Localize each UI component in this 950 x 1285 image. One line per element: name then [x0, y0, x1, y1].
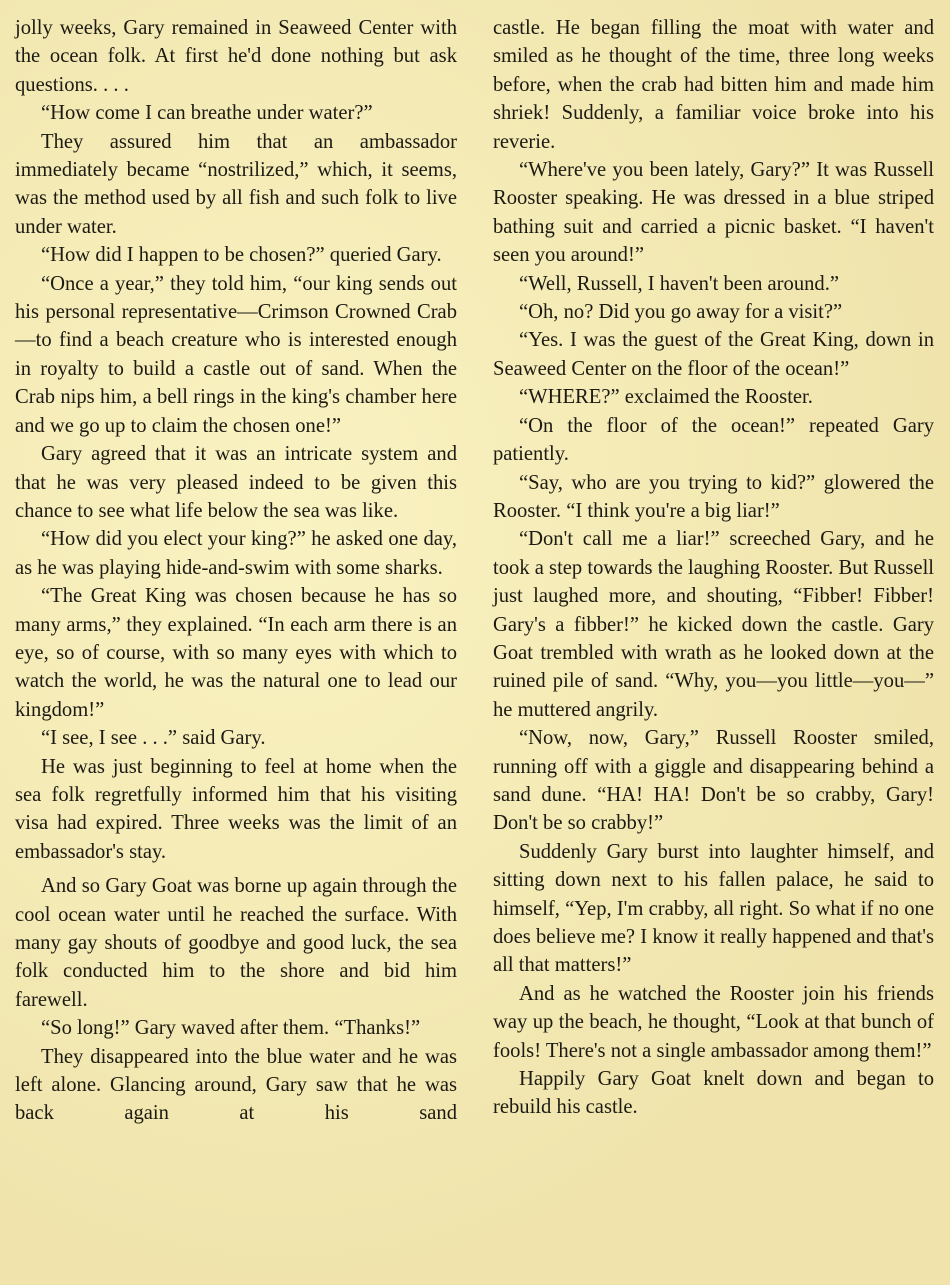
paragraph: “Where've you been lately, Gary?” It was Russell Rooster speaking. He was dressed in a blue striped bathing suit and carried a picnic basket. “I haven't seen you around!” — [493, 159, 934, 267]
paragraph: “How did you elect your king?” he asked one day, as he was playing hide-and-swim with some sharks. — [15, 528, 457, 579]
paragraph: “So long!” Gary waved after them. “Thanks!” — [41, 1017, 421, 1040]
paragraph: “I see, I see . . .” said Gary. — [41, 727, 266, 750]
paragraph: And as he watched the Rooster join his friends way up the beach, he thought, “Look at that bunch of fools! There's not a single ambassador among them!” — [493, 982, 934, 1062]
paragraph: They disappeared into the blue water and he was left alone. Glancing around, Gary saw that he was back again at his sand — [15, 1045, 457, 1125]
paragraph: “Once a year,” they told him, “our king sends out his personal representative—Crimson Crowned Crab—to find a beach creature who is interested enough in royalty to build a castle out of sand. When the Crab nips him, a bell rings in the king's chamber here and we go up to claim the chosen one!” — [15, 272, 457, 437]
paragraph: Suddenly Gary burst into laughter himself, and sitting down next to his fallen palace, he said to himself, “Yep, I'm crabby, all right. So what if no one does believe me? I know it really happened and that's all that matters!” — [493, 840, 934, 977]
paragraph: And so Gary Goat was borne up again through the cool ocean water until he reached the surface. With many gay shouts of goodbye and good luck, the sea folk conducted him to the shore and bid him farewell. — [15, 875, 457, 1011]
paragraph: “How did I happen to be chosen?” queried Gary. — [41, 244, 442, 267]
left-text-column — [15, 14, 457, 1128]
paragraph: “Well, Russell, I haven't been around.” — [519, 272, 840, 295]
paragraph: Happily Gary Goat knelt down and began to rebuild his castle. — [493, 1068, 934, 1119]
paragraph: “How come I can breathe under water?” — [41, 102, 373, 125]
paragraph: Gary agreed that it was an intricate system and that he was very pleased indeed to be given this chance to see what life below the sea was like. — [15, 443, 457, 522]
paragraph: castle. He began filling the moat with water and smiled as he thought of the time, three long weeks before, when the crab had bitten him and made him shriek! Suddenly, a familiar voice broke into his reverie. — [493, 17, 934, 153]
right-text-column — [493, 14, 934, 1122]
paragraph: “Don't call me a liar!” screeched Gary, and he took a step towards the laughing Rooster. But Russell just laughed more, and shouting, “Fibber! Fibber! Gary's a fibber!” he kicked down the castle. Gary Goat trembled with wrath as he looked down at the ruined pile of sand. “Why, you—you little—you—” he muttered angrily. — [493, 528, 935, 721]
paragraph: “Say, who are you trying to kid?” glowered the Rooster. “I think you're a big liar!” — [493, 471, 934, 522]
paragraph: “Yes. I was the guest of the Great King, down in Seaweed Center on the floor of the ocean!” — [493, 329, 934, 380]
paragraph: jolly weeks, Gary remained in Seaweed Center with the ocean folk. At first he'd done nothing but ask questions. . . . — [15, 17, 457, 96]
paragraph: “Oh, no? Did you go away for a visit?” — [519, 301, 843, 324]
paragraph: “On the floor of the ocean!” repeated Gary patiently. — [493, 414, 934, 466]
paragraph: “The Great King was chosen because he has so many arms,” they explained. “In each arm there is an eye, so of course, with so many eyes with which to watch the world, he was the natural one to lead our kingdom!” — [15, 585, 457, 721]
paragraph: He was just beginning to feel at home when the sea folk regretfully informed him that his visiting visa had expired. Three weeks was the limit of an embassador's stay. — [15, 755, 457, 863]
paragraph: “Now, now, Gary,” Russell Rooster smiled, running off with a giggle and disappearing behind a sand dune. “HA! HA! Don't be so crabby, Gary! Don't be so crabby!” — [493, 727, 934, 835]
paragraph: “WHERE?” exclaimed the Rooster. — [519, 386, 813, 409]
paragraph: They assured him that an ambassador immediately became “nostrilized,” which, it seems, was the method used by all fish and such folk to live under water. — [15, 130, 457, 238]
